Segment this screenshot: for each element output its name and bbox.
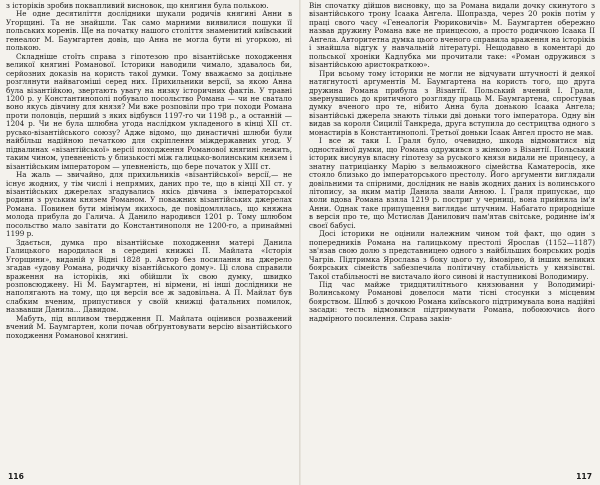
- paragraph: Під час майже тридцятилітнього князювання у Володимирі-Волинському Романові довелося мати тісні стосунки з місцевим боярством. Шлюб з дочкою Романа київського підтримувала вона надійні засади: тесть відмовився підтримувати Романа, побоюючись його надмірного посилення. Справа закін-: [309, 279, 595, 323]
- right-page: [309, 2, 595, 480]
- paragraph: Досі історики не оцінили належним чином той факт, що один з попередників Романа на галицькому престолі Ярослав (1152—1187) зв'язав свою долю з представницею одного з найбільших боярських родів Чагрів. Підтримка Ярослава з боку цього ту, ймовірно, й інших великих боярських сімейств забезпечила політичну стабільність у князівстві. Такої стабільності не вистачало його синові й наступникові Володимиру.: [309, 229, 595, 281]
- paragraph: На жаль — звичайно, для прихильників «візантійської» версії,— не існує жодних, у тім числі і непрямих, даних про те, що в кінці XII ст. у візантійських джерелах згадувались якісь дівчина з імператорської родини з руським князем Романом. У поважних візантійських джерелах Романа. Повинен бути мінімум якихось, де повідомлялась, що княжна молода прибула до Галича. А Данило народився 1201 р. Тому шлюбом посольство мало завітати до Константинополя не 1200-го, а принаймні 1199 р.: [6, 170, 292, 239]
- paragraph: Не одне десятиліття дослідники шукали родичів княгині Анни в Угорщині. Та не знайшли. Так само марними виявилися пошуки її польських коренів. Ще на початку нашого століття знаменитий київський генеалог М. Баумгартен довів, що Анна не могла бути ні угоркою, ні полькою.: [6, 9, 292, 53]
- page-number: 116: [8, 472, 24, 481]
- paragraph: з історіків зробив поквапливий висновок, що княгиня була полькою.: [6, 2, 269, 10]
- book-gutter: [299, 0, 301, 485]
- paragraph: Він спочатку дійшов висновку, що за Романа видали дочку скинутого з візантійського трону Ісаака Ангела. Шопразда, через 20 років потім у праці свого часу «Генеалогія Рюриковичів» М. Баумгартен обережно назвав дружину Романа вже не принцесою, а просто родичкою Ісаака II Ангела. Авторитетна думка цього вченого справила враження на історіків і знайшла відгук у навчальній літературі. Нещодавно в коментарі до польської хроніки Кадлубка ми прочитали таке: «Роман одружився з візантійською аристократкою».: [309, 2, 595, 70]
- paragraph: Складніше стоїть справа з гіпотезою про візантійське походження великої княгині Романової. Історики наводили чимало, здавалось би, серйозних доказів на користь такої думки. Тому вважаємо за доцільне розглянути найвагоміші серед них. Прихильники версії, за якою Анна була візантійкою, звертають увагу на низку історичних фактів. У травні 1200 р. у Константинополі побувало посольство Романа — чи не сватало воно якусь дівчину для князя? Ми вже розповіли про три походи Романа проти половців, перший з яких відбувся 1197-го чи 1198 р., а останній — 1204 р. Чи не була шлюбна угода наслідком укладеного в кінці XII ст. русько-візантійського союзу? Адже відомо, що династичні шлюби були найбільш надійною печаткою для скріплення міждержавних угод. У підвалинах «візантійської» версії походження Романової княгині лежить, таким чином, упевненість у близькості між галицько-волинським князем і візантійським імператором — упевненість, що бере початок у XIII ст.: [6, 51, 292, 171]
- paragraph: Мабуть, під впливом твердження П. Майлата оцінився розважений вчений М. Баумгартен, коли почав обґрунтовувати версію візантійського походження Романової княгині.: [6, 313, 292, 340]
- paragraph: При всьому тому історики не могли не відчувати штучності й деякої натягнутості аргументів М. Баумгартена на користь того, що друга дружина Романа прибула з Візантії. Польський вчений І. Граля, звернувшись до критичного розгляду праць М. Баумгартена, спростував думку вченого про те, нібито Анна була донькою Ісаака Ангела; візантійські джерела знають тільки дві доньки того імператора. Одну він видав за короля Сицилії Танкреда, друга вступила до сестрицтва одного з монастирів в Константинополі. Третьої доньки Ісаак Ангел просто не мав.: [309, 68, 595, 137]
- left-page: [6, 2, 292, 480]
- page-number: 117: [576, 472, 592, 481]
- paragraph: І все ж таки І. Граля було, очевидно, шкода відмовитися від одностайної думки, що Романа одружився з жінкою з Візантії. Польський історик висунув власну гіпотезу за руського князя видали не принцесу, а знатну патриціанку Марію з вельможного сімейства Каматеросів, яке стояло близько до імператорського престолу. Його аргументи виглядали довільними та спірними, дослідник не навів жодних даних із волинського літопису, за яким матір Данила звали Анною. І. Граля припускає, що коли вдова Романа взяла 1219 р. постриг у черниці, вона прийняла ім'я Анни. Однак таке припущення виглядає штучним. Набагато природніше в версія про те, що Мстислав Данилович пам'ятав світське, родинне ім'я своєї бабусі.: [309, 136, 595, 230]
- paragraph: Здається, думка про візантійське походження матері Данила Галицького народилася в середині книжкі П. Майлата «Історія Угорщини», виданій у Відні 1828 р. Автор без посилання на джерело згадав «удову Романа, родичку візантійського дому». Ці слова справили враження на історіків, які обійшли їх свою думку, швидко розповсюджену. Ні М. Баумгартен, ні вірмени, ні інші дослідники не наполягають на тому, що ця версія все ж задовільна. А П. Майлат був слабким вченим, припустився у своїй книжці фатальних помилок, назвавши Данила... Давидом.: [6, 237, 292, 315]
